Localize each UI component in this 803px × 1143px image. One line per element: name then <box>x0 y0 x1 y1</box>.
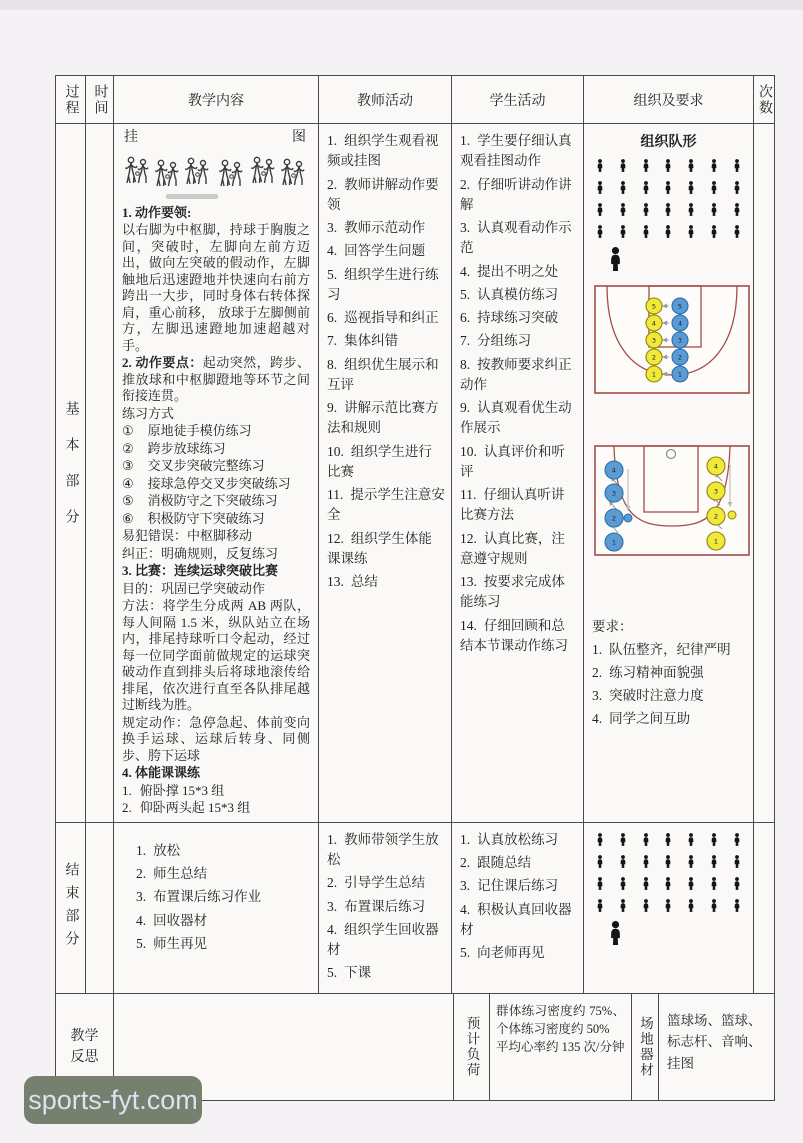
teacher-activity-cell <box>319 124 452 822</box>
wall-chart-title: 挂 图 <box>124 130 306 145</box>
lesson-plan-table <box>55 75 775 1101</box>
person-icon <box>664 203 672 216</box>
requirement-item: 2. 练习精神面貌强 <box>592 664 704 680</box>
person-icon <box>710 181 718 194</box>
header-teacher-activity: 教师活动 <box>319 76 452 123</box>
person-icon <box>710 833 718 846</box>
end-content-cell <box>114 823 319 993</box>
person-icon <box>596 899 604 912</box>
svg-text:4: 4 <box>677 319 683 328</box>
person-icon <box>596 159 604 172</box>
teacher-activity-list <box>327 131 445 592</box>
list-item: 13. 总结 <box>327 574 378 589</box>
court-diagram-2 <box>594 445 745 561</box>
end-count-cell <box>754 823 774 993</box>
svg-text:1: 1 <box>611 538 617 547</box>
person-icon <box>733 181 741 194</box>
header-content: 教学内容 <box>114 76 319 123</box>
end-section-label: 结束部分 <box>63 861 79 954</box>
practice-item: ② 跨步放球练习 <box>122 440 226 456</box>
svg-text:2: 2 <box>611 514 617 523</box>
person-icon <box>687 877 695 890</box>
header-time: 时间 <box>86 76 114 123</box>
svg-text:3: 3 <box>713 487 719 496</box>
svg-text:4: 4 <box>611 466 617 475</box>
person-icon <box>596 203 604 216</box>
load-detail-cell <box>490 994 632 1100</box>
requirement-item: 4. 同学之间互助 <box>592 710 691 726</box>
practice-list <box>122 423 310 527</box>
person-icon <box>664 833 672 846</box>
person-icon <box>619 899 627 912</box>
practice-item: ③ 交叉步突破完整练习 <box>122 458 265 474</box>
content-paragraph: 规定动作：急停急起、体前变向换手运球、运球后转身、同侧步、胯下运球 <box>122 714 310 763</box>
person-icon <box>642 225 650 238</box>
end-organization-cell <box>584 823 754 993</box>
list-item: 2. 跟随总结 <box>460 855 532 871</box>
person-icon <box>687 225 695 238</box>
list-item: 4. 提出不明之处 <box>460 263 559 279</box>
svg-text:4: 4 <box>651 319 657 328</box>
list-item: 5. 师生再见 <box>136 935 208 951</box>
common-error-line: 易犯错误：中枢脚移动 <box>122 528 253 544</box>
header-process: 过程 <box>56 76 86 123</box>
person-icon <box>733 225 741 238</box>
list-item: 3. 教师示范动作 <box>327 220 426 235</box>
svg-text:2: 2 <box>713 512 719 521</box>
content-section-heading: 1. 动作要领: <box>122 204 192 220</box>
list-item: 2. 师生总结 <box>136 866 208 882</box>
person-icon <box>664 181 672 194</box>
formation-title: 组织队形 <box>640 135 697 150</box>
basic-time-cell <box>86 124 114 822</box>
person-icon <box>687 899 695 912</box>
person-icon <box>687 159 695 172</box>
content-paragraph: 2. 动作要点：起动突然，跨步、推放球和中枢脚蹬地等环节之间衔接连贯。 <box>122 355 310 404</box>
person-icon <box>664 225 672 238</box>
requirements-block <box>592 617 745 730</box>
list-item: 12. 组织学生体能课课练 <box>327 530 432 566</box>
person-icon <box>664 159 672 172</box>
person-icon <box>596 833 604 846</box>
person-icon <box>619 159 627 172</box>
svg-text:1: 1 <box>713 537 719 546</box>
person-icon <box>596 225 604 238</box>
person-icon <box>664 899 672 912</box>
content-section-heading: 3. 比赛：连续运球突破比赛 <box>122 563 279 579</box>
basic-section-label: 基本部分 <box>63 400 79 545</box>
svg-text:2: 2 <box>651 353 657 362</box>
person-icon <box>642 181 650 194</box>
load-label: 预计负荷 <box>464 1015 480 1078</box>
person-icon <box>733 877 741 890</box>
fitness-list <box>122 783 310 817</box>
header-organization: 组织及要求 <box>584 76 754 123</box>
svg-text:5: 5 <box>677 302 683 311</box>
list-item: 11. 仔细认真听讲比赛方法 <box>460 487 565 523</box>
list-item: 2. 教师讲解动作要领 <box>327 176 439 212</box>
list-item: 12. 认真比赛，注意遵守规则 <box>460 530 565 566</box>
teacher-icon <box>608 247 745 275</box>
person-icon <box>710 159 718 172</box>
load-label-cell <box>454 994 490 1100</box>
person-icon <box>733 899 741 912</box>
practice-item: ④ 接球急停交叉步突破练习 <box>122 475 291 491</box>
person-icon <box>710 225 718 238</box>
list-item: 9. 认真观看优生动作展示 <box>460 400 572 436</box>
list-item: 1. 放松 <box>136 842 181 858</box>
person-icon <box>619 877 627 890</box>
list-item: 3. 布置课后练习 <box>327 898 426 914</box>
load-line: 平均心率约 135 次/分钟 <box>496 1039 625 1054</box>
person-icon <box>642 159 650 172</box>
person-icon <box>664 855 672 868</box>
content-paragraph: 以右脚为中枢脚，持球于胸腹之间，突破时，左脚向左前方迈出，做向左突破的假动作，左脚触地后迅速蹬地并快速向右前方跨出一大步，同时身体右转体探肩，重心前移， 放球于左脚侧前方，左脚迅速蹬地加速超越对手。 <box>122 222 310 353</box>
student-activity-cell <box>452 124 584 822</box>
list-item: 4. 回收器材 <box>136 912 208 928</box>
content-paragraph: 方法：将学生分成两 AB 两队，每人间隔 1.5 米，纵队站立在场内，排尾持球听口令起动，经过每一位同学面前做规定的运球突破动作直到排头后将球地滚传给排尾，依次进行直至各队排尾越过断线为胜。 <box>122 598 310 713</box>
person-icon <box>710 877 718 890</box>
equipment-cell: 篮球场、篮球、标志杆、音响、挂图 <box>667 1012 762 1071</box>
person-icon <box>619 225 627 238</box>
person-icon <box>619 833 627 846</box>
practice-title: 练习方式 <box>122 405 175 421</box>
end-section-row <box>56 823 774 994</box>
person-icon <box>733 855 741 868</box>
equipment-label-cell <box>632 994 659 1100</box>
end-content-list <box>136 841 312 954</box>
person-icon <box>596 877 604 890</box>
content-section-heading: 4. 体能课课练 <box>122 765 201 781</box>
list-item: 5. 认真模仿练习 <box>460 286 559 302</box>
person-icon <box>619 203 627 216</box>
list-item: 5. 下课 <box>327 965 372 981</box>
list-item: 4. 组织学生回收器材 <box>327 921 439 958</box>
person-icon <box>733 833 741 846</box>
person-icon <box>642 877 650 890</box>
content-paragraph: 目的：巩固已学突破动作 <box>122 580 266 596</box>
practice-item: ① 原地徒手模仿练习 <box>122 423 252 439</box>
person-icon <box>619 855 627 868</box>
person-icon <box>596 855 604 868</box>
list-item: 7. 分组练习 <box>460 333 532 349</box>
student-activity-list <box>460 131 577 656</box>
list-item: 10. 认真评价和听评 <box>460 443 565 479</box>
basic-count-cell <box>754 124 774 822</box>
practice-item: ⑤ 消极防守之下突破练习 <box>122 493 278 509</box>
list-item: 4. 积极认真回收器材 <box>460 901 572 937</box>
person-icon <box>596 181 604 194</box>
list-item: 6. 持球练习突破 <box>460 310 559 325</box>
person-icon <box>687 855 695 868</box>
svg-text:3: 3 <box>651 336 657 345</box>
practice-item: ⑥ 积极防守下突破练习 <box>122 510 265 526</box>
list-item: 5. 向老师再见 <box>460 945 545 961</box>
list-item: 6. 巡视指导和纠正 <box>327 310 439 325</box>
end-student-cell <box>452 823 584 993</box>
list-item: 2. 仔细听讲动作讲解 <box>460 176 572 212</box>
teacher-icon <box>608 921 745 949</box>
end-section-label-cell <box>56 823 86 993</box>
person-icon <box>687 833 695 846</box>
list-item: 1. 认真放松练习 <box>460 831 559 847</box>
person-icon <box>642 899 650 912</box>
load-line: 群体练习密度约 75%、个体练习密度约 50% <box>496 1003 625 1036</box>
header-count: 次数 <box>757 83 772 116</box>
header-student-activity: 学生活动 <box>452 76 584 123</box>
list-item: 8. 组织优生展示和互评 <box>327 356 439 392</box>
list-item: 1. 组织学生观看视频或挂图 <box>327 133 439 169</box>
end-teacher-cell <box>319 823 452 993</box>
svg-text:5: 5 <box>651 302 657 311</box>
person-icon <box>733 159 741 172</box>
table-header-row <box>56 76 774 124</box>
list-item: 4. 回答学生问题 <box>327 243 426 259</box>
page-top-strip <box>0 0 803 10</box>
list-item: 3. 记住课后练习 <box>460 878 559 894</box>
svg-text:3: 3 <box>677 336 683 345</box>
list-item: 3. 布置课后练习作业 <box>136 889 262 905</box>
person-icon <box>710 899 718 912</box>
organization-cell <box>584 124 754 822</box>
person-icon <box>687 181 695 194</box>
list-item: 14. 仔细回顾和总结本节课动作练习 <box>460 617 568 653</box>
person-icon <box>710 203 718 216</box>
basic-section-row <box>56 124 774 823</box>
formation-grid <box>592 833 745 949</box>
teaching-content-cell <box>114 124 319 822</box>
end-student-list <box>460 830 577 964</box>
person-icon <box>642 833 650 846</box>
court-diagram-1 <box>594 285 745 399</box>
list-item: 5. 组织学生进行练习 <box>327 266 439 302</box>
svg-text:4: 4 <box>713 462 719 471</box>
basic-section-label-cell <box>56 124 86 822</box>
list-item: 7. 集体纠错 <box>327 333 399 349</box>
players-illustration <box>122 149 311 193</box>
fitness-item: 2. 仰卧两头起 15*3 组 <box>122 800 251 816</box>
fitness-item: 1. 俯卧撑 15*3 组 <box>122 782 225 798</box>
list-item: 1. 学生要仔细认真观看挂图动作 <box>460 133 572 169</box>
list-item: 11. 提示学生注意安全 <box>327 487 445 523</box>
svg-text:1: 1 <box>651 370 657 379</box>
svg-text:3: 3 <box>611 489 617 498</box>
end-teacher-list <box>327 830 445 984</box>
reflection-label: 教学反思 <box>70 1028 99 1065</box>
list-item: 8. 按教师要求纠正动作 <box>460 356 572 392</box>
svg-text:1: 1 <box>677 370 683 379</box>
person-icon <box>687 203 695 216</box>
equipment-label: 场地器材 <box>638 1015 653 1078</box>
watermark-badge: sports-fyt.com <box>24 1076 202 1124</box>
requirement-item: 3. 突破时注意力度 <box>592 687 704 703</box>
list-item: 3. 认真观看动作示范 <box>460 220 572 256</box>
correction-line: 纠正：明确规则，反复练习 <box>122 545 279 561</box>
list-item: 13. 按要求完成体能练习 <box>460 574 565 610</box>
person-icon <box>733 203 741 216</box>
list-item: 2. 引导学生总结 <box>327 875 426 891</box>
svg-text:2: 2 <box>677 353 683 362</box>
person-icon <box>642 203 650 216</box>
person-icon <box>664 877 672 890</box>
requirement-item: 1. 队伍整齐，纪律严明 <box>592 641 731 657</box>
formation-grid <box>592 159 745 275</box>
illustration-caption <box>166 194 218 199</box>
list-item: 9. 讲解示范比赛方法和规则 <box>327 400 439 436</box>
person-icon <box>642 855 650 868</box>
person-icon <box>619 181 627 194</box>
list-item: 1. 教师带领学生放松 <box>327 831 439 868</box>
requirements-list <box>592 640 745 730</box>
end-time-cell <box>86 823 114 993</box>
person-icon <box>710 855 718 868</box>
list-item: 10. 组织学生进行比赛 <box>327 443 432 479</box>
requirements-title: 要求： <box>592 619 633 634</box>
